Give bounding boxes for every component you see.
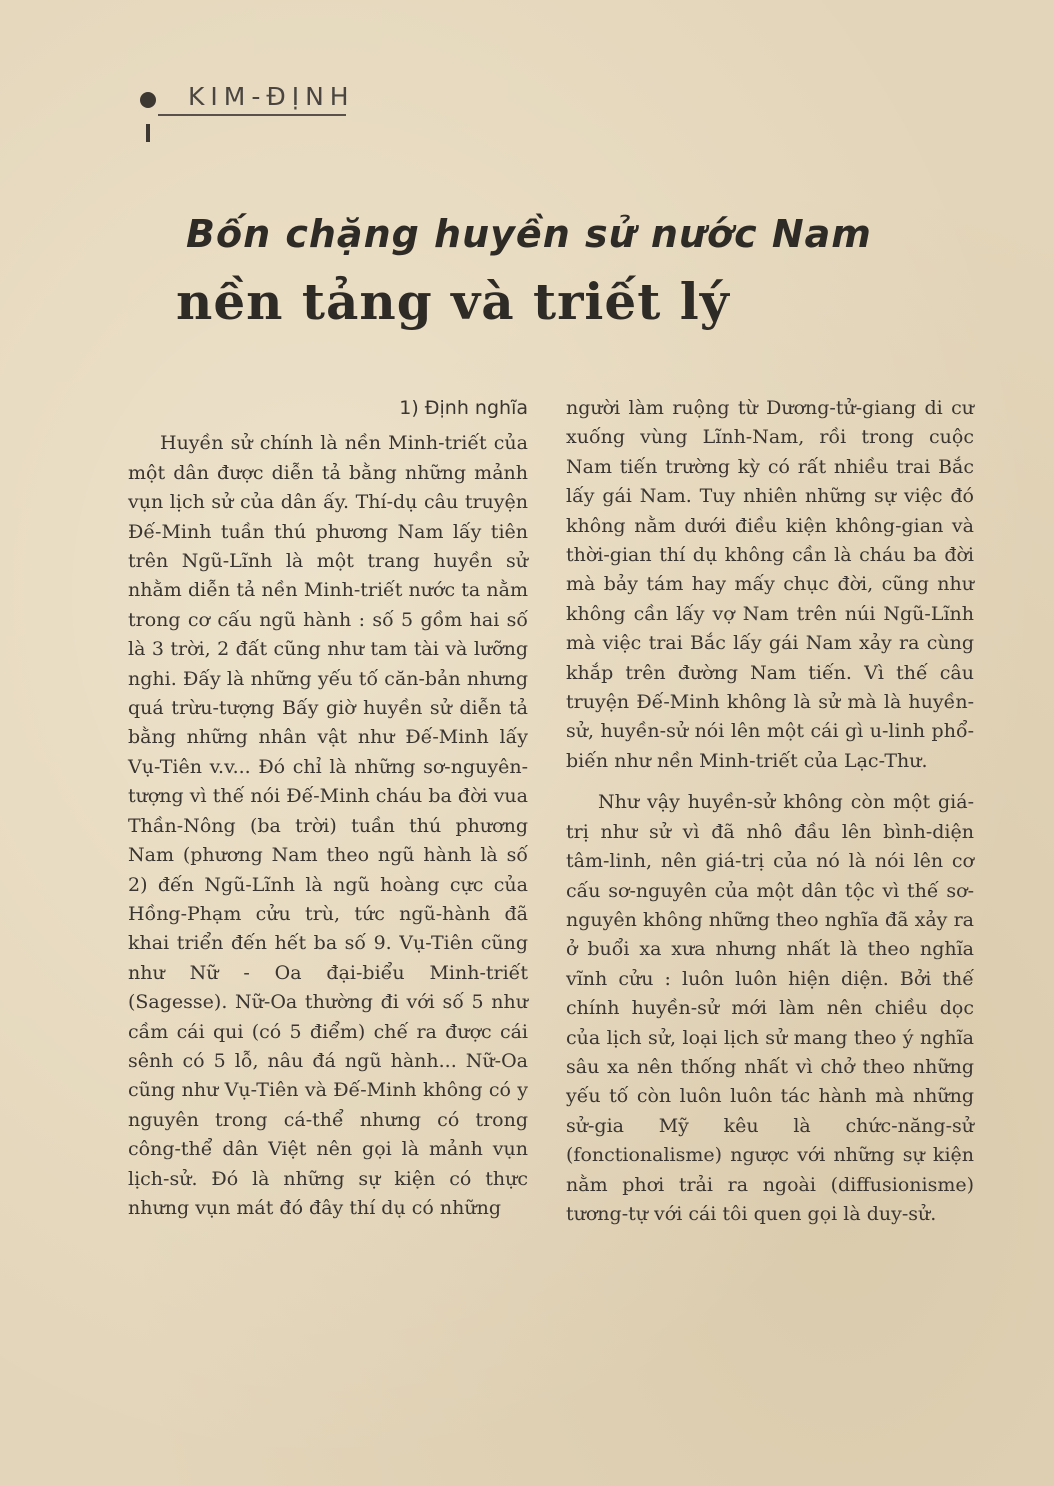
- header-divider: [158, 114, 346, 116]
- author-name: KIM-ĐỊNH: [188, 82, 355, 111]
- article-subtitle: nền tảng và triết lý: [176, 272, 730, 331]
- left-column: [128, 394, 528, 1223]
- right-column: [566, 394, 974, 1229]
- body-paragraph: người làm ruộng từ Dương-tử-giang di cư xuống vùng Lĩnh-Nam, rồi trong cuộc Nam tiến trường kỳ có rất nhiều trai Bắc lấy gái Nam. Tuy nhiên những sự việc đó không nằm dưới điều kiện không-gian và thời-gian thí dụ không cần là cháu ba đời mà bảy tám hay mấy chục đời, cũng như không cần lấy vợ Nam trên núi Ngũ-Lĩnh mà việc trai Bắc lấy gái Nam xảy ra cùng khắp trên đường Nam tiến. Vì thế câu truyện Đế-Minh không là sử mà là huyền-sử, huyền-sử nói lên một cái gì u-linh phổ-biến như nền Minh-triết của Lạc-Thư.: [566, 397, 974, 772]
- page-header: [138, 82, 358, 152]
- bullet-icon: [140, 92, 156, 108]
- body-paragraph: Như vậy huyền-sử không còn một giá-trị như sử vì đã nhô đầu lên bình-diện tâm-linh, nên giá-trị của nó là nói lên cơ cấu sơ-nguyên của một dân tộc vì thế sơ-nguyên không những theo nghĩa đã xảy ra ở buổi xa xưa nhưng nhất là theo nghĩa vĩnh cửu : luôn luôn hiện diện. Bởi thế chính huyền-sử mới làm nên chiều dọc của lịch sử, loại lịch sử mang theo ý nghĩa sâu xa nên thống nhất vì chở theo những yếu tố còn luôn luôn tác hành mà những sử-gia Mỹ kêu là chức-năng-sử (fonctionalisme) ngược với những sự kiện nằm phơi trải ra ngoài (diffusionisme) tương-tự với cái tôi quen gọi là duy-sử.: [566, 791, 974, 1225]
- header-tick-mark: [146, 124, 150, 142]
- article-title: Bốn chặng huyền sử nước Nam: [186, 212, 872, 256]
- section-heading: 1) Định nghĩa: [399, 397, 528, 419]
- body-paragraph: Huyền sử chính là nền Minh-triết của một dân được diễn tả bằng những mảnh vụn lịch sử của dân ấy. Thí-dụ câu truyện Đế-Minh tuần thú phương Nam lấy tiên trên Ngũ-Lĩnh là một trang huyền sử nhằm diễn tả nền Minh-triết nước ta nằm trong cơ cấu ngũ hành : số 5 gồm hai số là 3 trời, 2 đất cũng như tam tài và lưỡng nghi. Đấy là những yếu tố căn-bản nhưng quá trừu-tượng Bấy giờ huyền sử diễn tả bằng những nhân vật như Đế-Minh lấy Vụ-Tiên v.v... Đó chỉ là những sơ-nguyên-tượng vì thế nói Đế-Minh cháu ba đời vua Thần-Nông (ba trời) tuần thú phương Nam (phương Nam theo ngũ hành là số 2) đến Ngũ-Lĩnh là ngũ hoàng cực của Hồng-Phạm cửu trù, tức ngũ-hành đã khai triển đến hết ba số 9. Vụ-Tiên cũng như Nữ - Oa đại-biểu Minh-triết (Sagesse). Nữ-Oa thường đi với số 5 như cầm cái qui (có 5 điểm) chế ra được cái sênh có 5 lỗ, nâu đá ngũ hành... Nữ-Oa cũng như Vụ-Tiên và Đế-Minh không có y nguyên trong cá-thể nhưng có trong công-thể dân Việt nên gọi là mảnh vụn lịch-sử. Đó là những sự kiện có thực nhưng vụn mát đó đây thí dụ có những: [128, 432, 528, 1219]
